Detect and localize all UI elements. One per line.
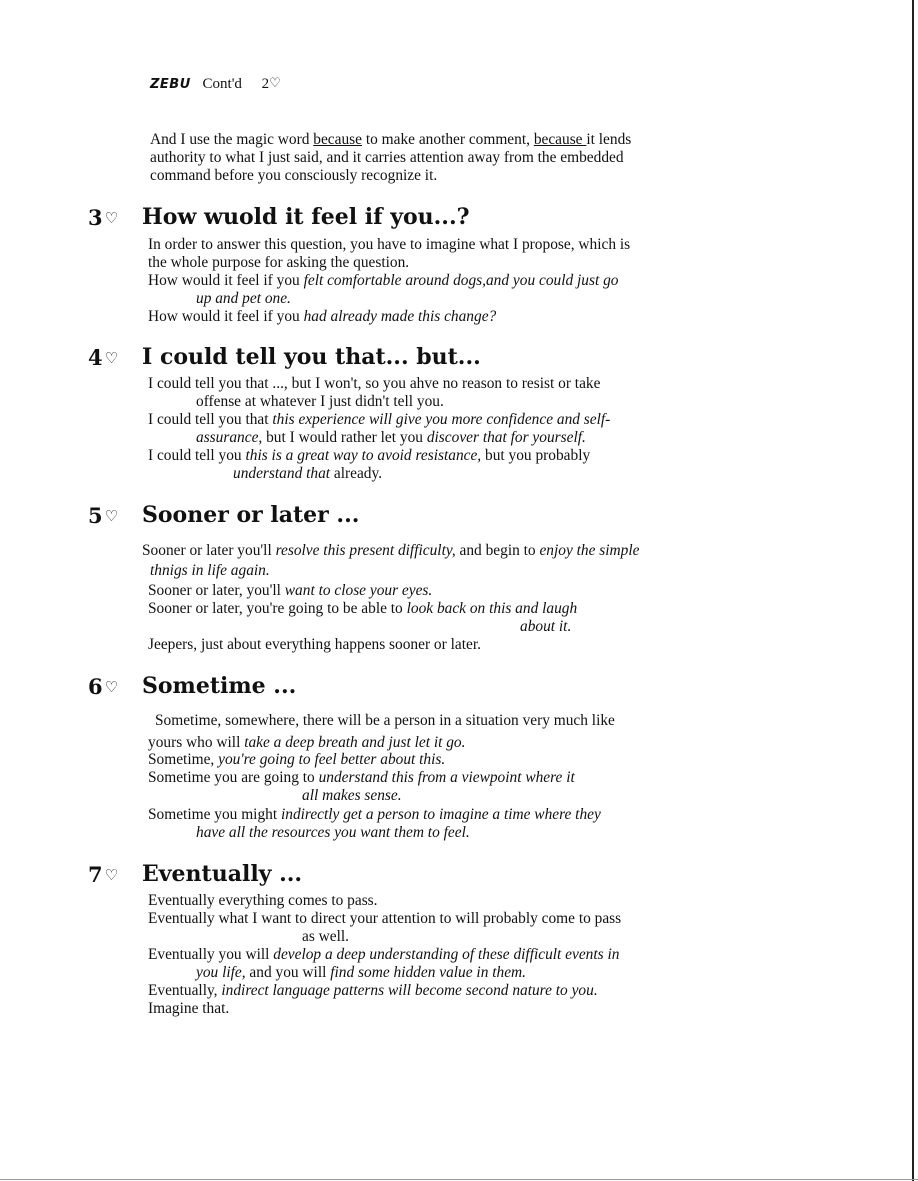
section-line: Eventually, indirect language patterns will become second nature to you. — [148, 982, 598, 999]
section-title: How wuold it feel if you...? — [142, 204, 470, 230]
section-number: 5 ♡ — [88, 503, 119, 528]
section-line: all makes sense. — [302, 787, 402, 804]
section-line: up and pet one. — [196, 290, 291, 307]
heart-icon: ♡ — [104, 349, 119, 367]
header-label: Cont'd — [202, 76, 242, 92]
section-number: 3 ♡ — [88, 205, 119, 230]
section-title: I could tell you that... but... — [142, 344, 481, 370]
section-line: I could tell you this is a great way to avoid resistance, but you probably — [148, 447, 591, 464]
section-line: understand that already. — [233, 465, 383, 482]
section-line: Jeepers, just about everything happens sooner or later. — [148, 636, 481, 653]
section-line: Imagine that. — [148, 1000, 230, 1017]
section-line: How would it feel if you felt comfortable around dogs,and you could just go — [148, 272, 619, 289]
section-line: Sometime you might indirectly get a person to imagine a time where they — [148, 806, 601, 823]
section-title: Sooner or later ... — [142, 502, 360, 528]
section-line: you life, and you will find some hidden value in them. — [196, 964, 526, 981]
page-number: 2♡ — [261, 76, 281, 92]
section-line: Eventually everything comes to pass. — [148, 892, 378, 909]
section-line: I could tell you that ..., but I won't, so you ahve no reason to resist or take — [148, 375, 601, 392]
section-line: assurance, but I would rather let you discover that for yourself. — [196, 429, 586, 446]
page-edge-rule — [912, 0, 914, 1181]
section-line: I could tell you that this experience will give you more confidence and self- — [148, 411, 611, 428]
section-line: about it. — [520, 618, 572, 635]
section-line: offense at whatever I just didn't tell you. — [196, 393, 444, 410]
section-line: Sometime, somewhere, there will be a person in a situation very much like — [155, 712, 615, 729]
section-number: 7 ♡ — [88, 862, 119, 887]
intro-line-3: command before you consciously recognize it. — [150, 167, 438, 184]
section-line: have all the resources you want them to feel. — [196, 824, 470, 841]
section-line: Sooner or later, you'll want to close your eyes. — [148, 582, 433, 599]
section-line: Sometime you are going to understand this from a viewpoint where it — [148, 769, 575, 786]
section-line: Sooner or later you'll resolve this present difficulty, and begin to enjoy the simple — [142, 542, 640, 559]
heart-icon: ♡ — [269, 76, 281, 91]
section-title: Sometime ... — [142, 673, 297, 699]
heart-icon: ♡ — [104, 866, 119, 884]
heart-icon: ♡ — [104, 507, 119, 525]
section-title: Eventually ... — [142, 861, 303, 887]
section-line: the whole purpose for asking the question. — [148, 254, 410, 271]
heart-icon: ♡ — [104, 209, 119, 227]
section-line: Sooner or later, you're going to be able to look back on this and laugh — [148, 600, 578, 617]
section-line: Eventually what I want to direct your attention to will probably come to pass — [148, 910, 622, 927]
intro-line-2: authority to what I just said, and it carries attention away from the embedded — [150, 149, 624, 166]
section-number: 6 ♡ — [88, 674, 119, 699]
section-line: yours who will take a deep breath and just let it go. — [148, 734, 466, 751]
section-line: as well. — [302, 928, 350, 945]
section-number: 4 ♡ — [88, 345, 119, 370]
page-bottom-rule — [0, 1179, 918, 1180]
section-line: In order to answer this question, you have to imagine what I propose, which is — [148, 236, 631, 253]
brand-logo: ZEBU — [150, 77, 191, 92]
page-header — [150, 76, 281, 93]
section-line: Sometime, you're going to feel better about this. — [148, 751, 446, 768]
section-line: thnigs in life again. — [150, 562, 270, 579]
heart-icon: ♡ — [104, 678, 119, 696]
section-line: How would it feel if you had already made this change? — [148, 308, 497, 325]
section-line: Eventually you will develop a deep understanding of these difficult events in — [148, 946, 620, 963]
intro-line-1: And I use the magic word because to make another comment, because it lends — [150, 131, 632, 148]
